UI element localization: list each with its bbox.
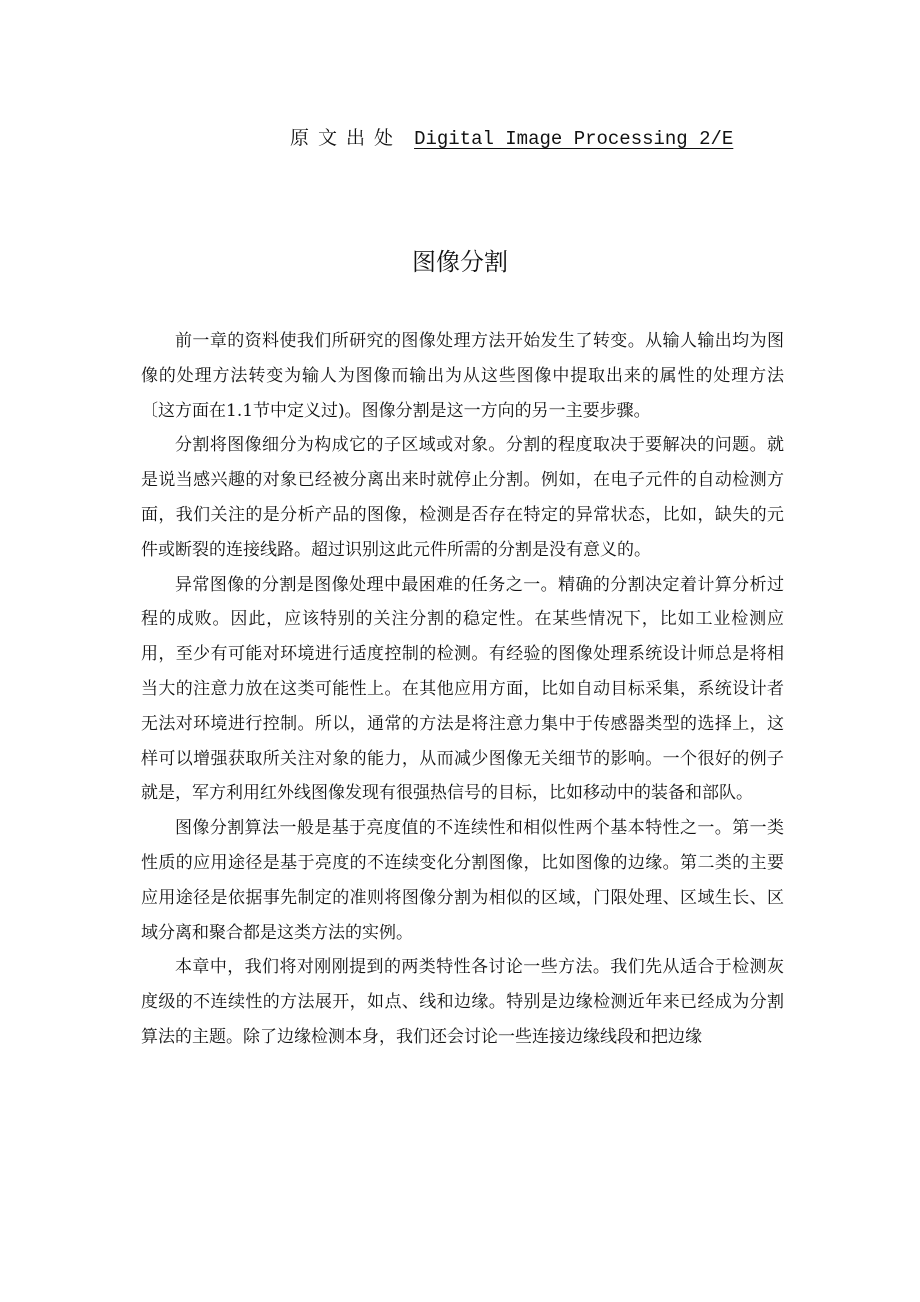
- paragraph: 分割将图像细分为构成它的子区域或对象。分割的程度取决于要解决的问题。就是说当感兴趣的对象已经被分离出来时就停止分割。例如，在电子元件的自动检测方面，我们关注的是分析产品的图像，检测是否存在特定的异常状态，比如，缺失的元件或断裂的连接线路。超过识别这此元件所需的分割是没有意义的。: [141, 435, 784, 560]
- source-line: [290, 122, 850, 154]
- source-label: 原文出处: [290, 127, 403, 149]
- paragraph: 本章中，我们将对刚刚提到的两类特性各讨论一些方法。我们先从适合于检测灰度级的不连续性的方法展开，如点、线和边缘。特别是边缘检测近年来已经成为分割算法的主题。除了边缘检测本身，我们还会讨论一些连接边缘线段和把边缘: [141, 957, 784, 1047]
- paragraph: 图像分割算法一般是基于亮度值的不连续性和相似性两个基本特性之一。第一类性质的应用途径是基于亮度的不连续变化分割图像，比如图像的边缘。第二类的主要应用途径是依据事先制定的准则将图像分割为相似的区域，门限处理、区域生长、区域分离和聚合都是这类方法的实例。: [141, 818, 784, 943]
- document-body: [141, 324, 784, 1055]
- source-title-link[interactable]: Digital Image Processing 2/E: [414, 128, 734, 150]
- paragraph: 前一章的资料使我们所研究的图像处理方法开始发生了转变。从输人输出均为图像的处理方法转变为输人为图像而输出为从这些图像中提取出来的属性的处理方法〔这方面在1.1节中定义过)。图像分割是这一方向的另一主要步骤。: [141, 331, 784, 421]
- document-title: 图像分割: [412, 248, 508, 276]
- paragraph: 异常图像的分割是图像处理中最困难的任务之一。精确的分割决定着计算分析过程的成败。因此，应该特别的关注分割的稳定性。在某些情况下，比如工业检测应用，至少有可能对环境进行适度控制的检测。有经验的图像处理系统设计师总是将相当大的注意力放在这类可能性上。在其他应用方面，比如自动目标采集，系统设计者无法对环境进行控制。所以，通常的方法是将注意力集中于传感器类型的选择上，这样可以增强获取所关注对象的能力，从而减少图像无关细节的影响。一个很好的例子就是，军方利用红外线图像发现有很强热信号的目标，比如移动中的装备和部队。: [141, 574, 784, 804]
